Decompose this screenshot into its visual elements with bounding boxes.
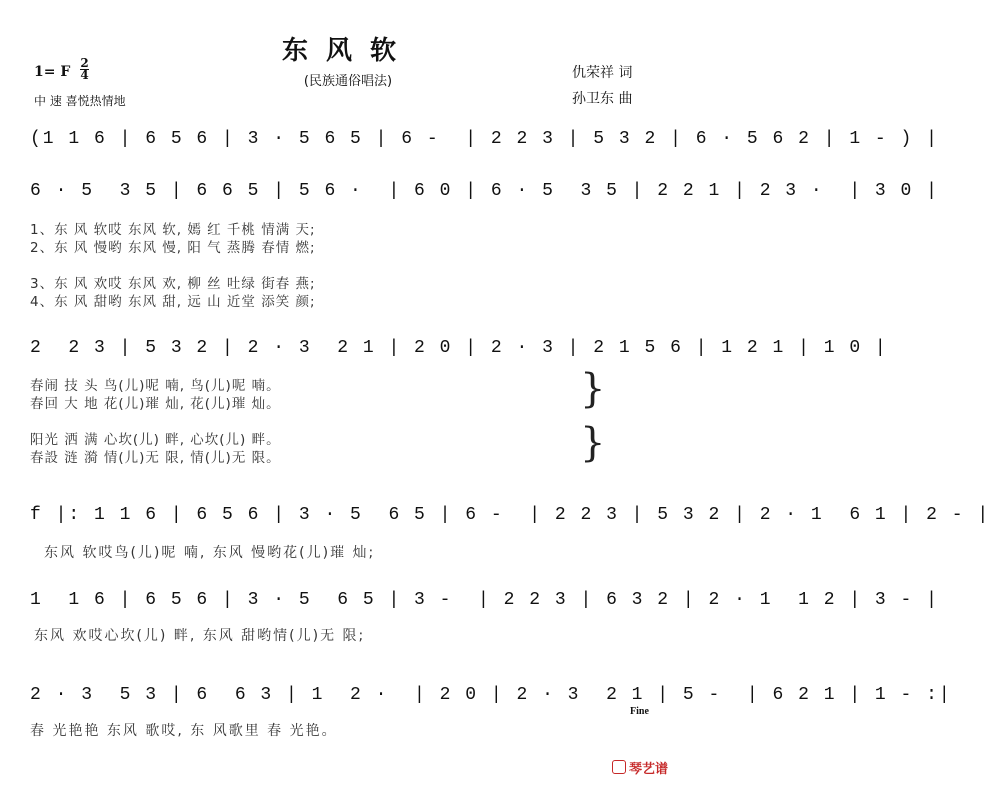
- lyrics-verse-1: 春闹 技 头 鸟(儿)呢 喃, 鸟(儿)呢 喃。: [30, 378, 281, 394]
- song-title: 东风软: [281, 36, 414, 66]
- notation-text: 6 · 5 3 5 | 6 6 5 | 5 6 · | 6 0 | 6 · 5 3 5 | 2 2 1 | 2 3 · | 3 0 |: [30, 181, 939, 201]
- logo-icon: [612, 760, 626, 774]
- time-signature: [80, 58, 89, 81]
- notation-row-intro: [30, 124, 939, 154]
- lyrics-refrain-1: 东风 软哎鸟(儿)呢 喃, 东风 慢哟花(儿)璀 灿;: [44, 545, 376, 561]
- time-signature-bottom: 4: [80, 68, 89, 82]
- lyrics-verse-3: 阳光 洒 满 心坎(儿) 畔, 心坎(儿) 畔。: [30, 432, 281, 448]
- lyrics-verse-3: 3、东 风 欢哎 东风 欢, 柳 丝 吐绿 街春 燕;: [30, 276, 316, 292]
- lyrics-refrain-2: 东风 欢哎心坎(儿) 畔, 东风 甜哟情(儿)无 限;: [34, 628, 366, 644]
- singing-style: (民族通俗唱法): [303, 74, 393, 89]
- site-logo: [612, 758, 668, 777]
- lyrics-verse-4: 春設 涟 漪 情(儿)无 限, 情(儿)无 限。: [30, 450, 281, 466]
- lyricist-credit: 仇荣祥 词: [572, 65, 633, 81]
- logo-text: 琴艺谱: [629, 762, 669, 777]
- lyrics-verse-1: 1、东 风 软哎 东风 软, 嫣 红 千桃 情满 天;: [30, 222, 316, 238]
- notation-row-refrain: [30, 500, 990, 530]
- notation-text: (1 1 6 | 6 5 6 | 3 · 5 6 5 | 6 - | 2 2 3 | 5 3 2 | 6 · 5 6 2 | 1 - ) |: [30, 129, 939, 149]
- notation-text: 2 · 3 5 3 | 6 6 3 | 1 2 · | 2 0 | 2 · 3 2 1 | 5 - | 6 2 1 | 1 - :|: [30, 685, 952, 705]
- verse-brace-bottom: }: [580, 420, 606, 466]
- lyrics-verse-4: 4、东 风 甜哟 东风 甜, 远 山 近堂 添笑 颜;: [30, 294, 316, 310]
- lyrics-verse-2: 2、东 风 慢哟 东风 慢, 阳 气 蒸腾 春情 燃;: [30, 240, 316, 256]
- verse-brace-top: }: [580, 366, 606, 412]
- lyrics-verse-2: 春回 大 地 花(儿)璀 灿, 花(儿)璀 灿。: [30, 396, 281, 412]
- notation-text: 1 1 6 | 6 5 6 | 3 · 5 6 5 | 3 - | 2 2 3 | 6 3 2 | 2 · 1 1 2 | 3 - |: [30, 590, 939, 610]
- notation-row-5: [30, 585, 939, 615]
- notation-text: f |: 1 1 6 | 6 5 6 | 3 · 5 6 5 | 6 - | 2 2 3 | 5 3 2 | 2 · 1 6 1 | 2 - |: [30, 505, 990, 525]
- notation-text: 2 2 3 | 5 3 2 | 2 · 3 2 1 | 2 0 | 2 · 3 | 2 1 5 6 | 1 2 1 | 1 0 |: [30, 338, 888, 358]
- key-signature: 1= F: [34, 64, 71, 80]
- notation-row-3: [30, 333, 888, 363]
- time-signature-top: 2: [80, 56, 89, 70]
- tempo-marking: 中 速 喜悦热情地: [34, 94, 126, 108]
- lyrics-refrain-3: 春 光艳艳 东风 歌哎, 东 风歌里 春 光艳。: [30, 723, 338, 739]
- notation-row-6: [30, 680, 952, 710]
- notation-row-2: [30, 176, 939, 206]
- composer-credit: 孙卫东 曲: [572, 91, 633, 107]
- fine-marking: Fine: [630, 706, 649, 717]
